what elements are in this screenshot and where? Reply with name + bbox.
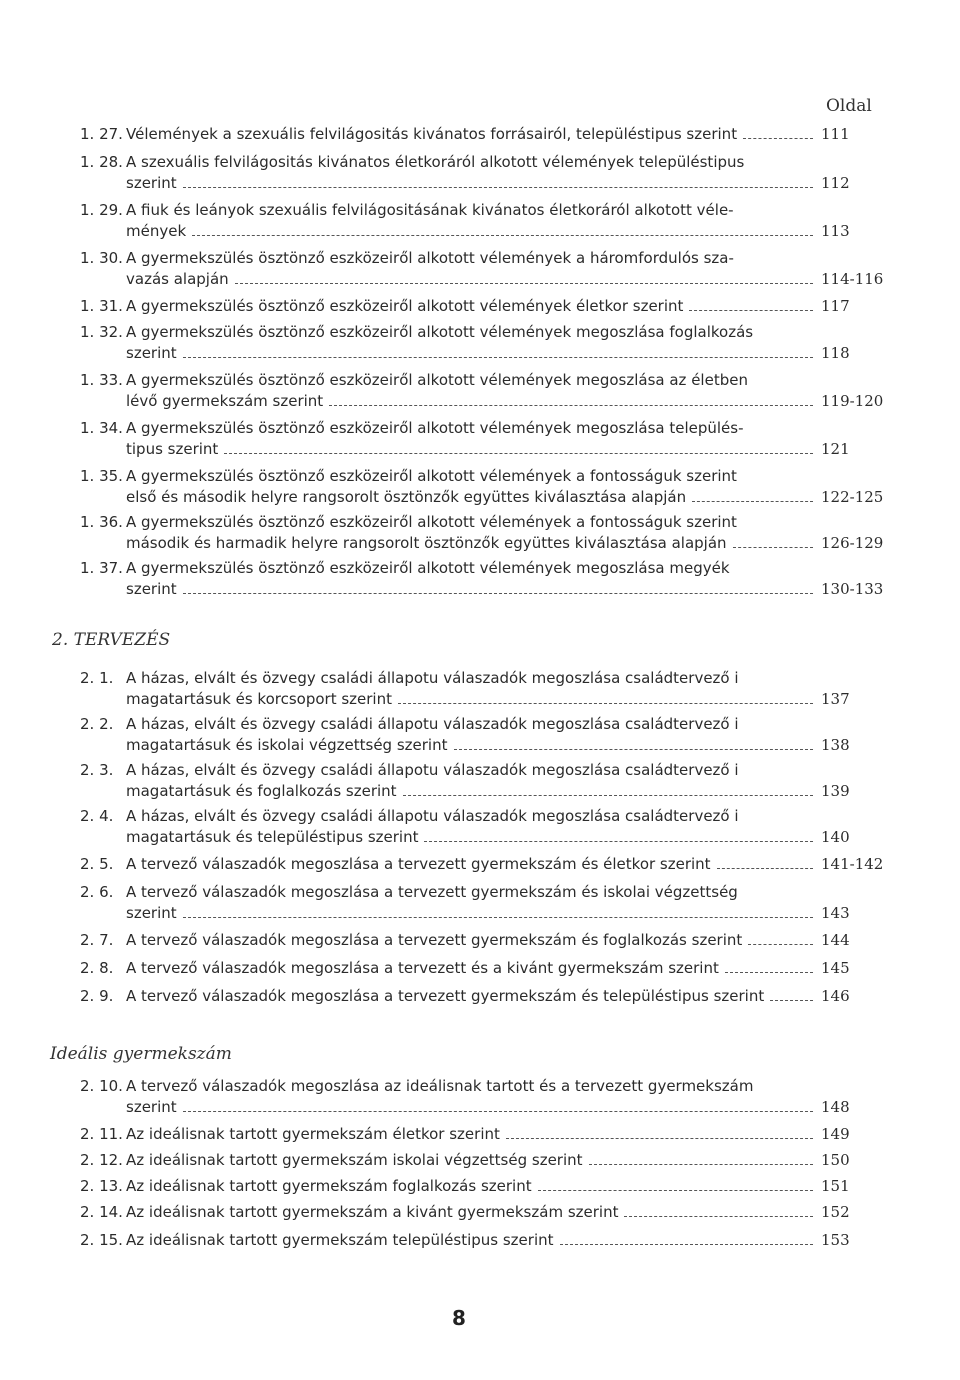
toc-entry	[80, 466, 900, 508]
entry-page: 119-120	[821, 392, 884, 410]
entry-title-text: A házas, elvált és özvegy családi állapotu válaszadók megoszlása családtervező i	[126, 669, 739, 687]
entry-title-text: magatartásuk és településtipus szerint	[126, 828, 419, 846]
entry-title	[126, 512, 819, 554]
entry-title-text: A gyermekszülés ösztönző eszközeiről alkotott vélemények megoszlása az életben	[126, 371, 748, 389]
entry-number: 2. 11.	[80, 1125, 123, 1143]
entry-title	[126, 370, 819, 412]
entry-title-text: második és harmadik helyre rangsorolt ösztönzők együttes kiválasztása alapján	[126, 534, 727, 552]
entry-title-line	[126, 986, 819, 1007]
dot-leader	[560, 1243, 813, 1245]
entry-page: 143	[821, 904, 850, 922]
entry-title	[126, 200, 819, 242]
dot-leader	[183, 186, 813, 188]
dot-leader	[770, 999, 813, 1001]
entry-title-line	[126, 124, 819, 145]
entry-page: 145	[821, 959, 850, 977]
entry-title-line	[126, 248, 819, 269]
entry-page: 138	[821, 736, 850, 754]
toc-entry	[80, 1202, 900, 1223]
entry-title	[126, 1076, 819, 1118]
entry-title-line	[126, 391, 819, 412]
entry-number: 2. 8.	[80, 959, 114, 977]
entry-title	[126, 558, 819, 600]
entry-title	[126, 418, 819, 460]
entry-title-text: A gyermekszülés ösztönző eszközeiről alkotott vélemények megoszlása megyék	[126, 559, 730, 577]
toc-entry	[80, 1076, 900, 1118]
toc-entry	[80, 668, 900, 710]
dot-leader	[183, 916, 813, 918]
entry-number: 1. 35.	[80, 467, 123, 485]
dot-leader	[424, 840, 813, 842]
toc-entry	[80, 124, 900, 145]
entry-title	[126, 296, 819, 317]
toc-entry	[80, 986, 900, 1007]
entry-title-line	[126, 1150, 819, 1171]
entry-page: 117	[821, 297, 850, 315]
section-heading-idealis: Ideális gyermekszám	[50, 1044, 232, 1064]
entry-title-text: A gyermekszülés ösztönző eszközeiről alkotott vélemények életkor szerint	[126, 297, 684, 315]
entry-number: 1. 34.	[80, 419, 123, 437]
entry-title-text: magatartásuk és korcsoport szerint	[126, 690, 392, 708]
dot-leader	[692, 500, 813, 502]
entry-title-line	[126, 760, 819, 781]
entry-page: 137	[821, 690, 850, 708]
entry-title-line	[126, 854, 819, 875]
entry-number: 1. 28.	[80, 153, 123, 171]
entry-title-text: tipus szerint	[126, 440, 219, 458]
entry-number: 2. 15.	[80, 1231, 123, 1249]
entry-title-line	[126, 714, 819, 735]
toc-entry	[80, 714, 900, 756]
entry-title-text: A gyermekszülés ösztönző eszközeiről alkotott vélemények megoszlása foglalkozás	[126, 323, 754, 341]
dot-leader	[398, 702, 813, 704]
entry-title-text: A fiuk és leányok szexuális felvilágositásának kivánatos életkoráról alkotott véle-	[126, 201, 734, 219]
entry-page: 139	[821, 782, 850, 800]
entry-page: 153	[821, 1231, 850, 1249]
entry-page: 141-142	[821, 855, 884, 873]
entry-title-text: szerint	[126, 580, 177, 598]
entry-title	[126, 152, 819, 194]
entry-title	[126, 806, 819, 848]
toc-entry	[80, 248, 900, 290]
section-heading-tervezes: 2. TERVEZÉS	[52, 630, 171, 650]
entry-title	[126, 1230, 819, 1251]
entry-page: 130-133	[821, 580, 884, 598]
entry-page: 150	[821, 1151, 850, 1169]
dot-leader	[403, 794, 813, 796]
entry-number: 2. 14.	[80, 1203, 123, 1221]
entry-title-text: szerint	[126, 174, 177, 192]
entry-number: 1. 37.	[80, 559, 123, 577]
toc-entry	[80, 558, 900, 600]
toc-entry	[80, 854, 900, 875]
entry-title-line	[126, 269, 819, 290]
entry-title-line	[126, 668, 819, 689]
entry-title-line	[126, 1202, 819, 1223]
entry-title-line	[126, 689, 819, 710]
dot-leader	[538, 1189, 813, 1191]
entry-title-text: szerint	[126, 344, 177, 362]
entry-title-line	[126, 1124, 819, 1145]
entry-title-line	[126, 806, 819, 827]
dot-leader	[506, 1137, 813, 1139]
toc-entry	[80, 882, 900, 924]
entry-page: 126-129	[821, 534, 884, 552]
entry-number: 1. 29.	[80, 201, 123, 219]
toc-entry	[80, 958, 900, 979]
dot-leader	[235, 282, 813, 284]
dot-leader	[589, 1163, 813, 1165]
entry-title-line	[126, 370, 819, 391]
entry-title-line	[126, 418, 819, 439]
entry-page: 114-116	[821, 270, 884, 288]
entry-title	[126, 854, 819, 875]
toc-entry	[80, 806, 900, 848]
entry-number: 2. 1.	[80, 669, 114, 687]
entry-title-text: A gyermekszülés ösztönző eszközeiről alkotott vélemények a háromfordulós sza-	[126, 249, 734, 267]
entry-title-line	[126, 439, 819, 460]
entry-title-text: magatartásuk és iskolai végzettség szerint	[126, 736, 448, 754]
entry-title-text: Az ideálisnak tartott gyermekszám a kivánt gyermekszám szerint	[126, 1203, 619, 1221]
entry-number: 1. 36.	[80, 513, 123, 531]
entry-title-text: A házas, elvált és özvegy családi állapotu válaszadók megoszlása családtervező i	[126, 807, 739, 825]
entry-title	[126, 958, 819, 979]
entry-title-line	[126, 1097, 819, 1118]
entry-title	[126, 1202, 819, 1223]
entry-title-line	[126, 512, 819, 533]
entry-number: 1. 31.	[80, 297, 123, 315]
entry-number: 2. 12.	[80, 1151, 123, 1169]
entry-page: 113	[821, 222, 850, 240]
entry-title	[126, 124, 819, 145]
entry-title-text: A tervező válaszadók megoszlása a tervezett és a kivánt gyermekszám szerint	[126, 959, 719, 977]
entry-title-line	[126, 322, 819, 343]
entry-title	[126, 1150, 819, 1171]
dot-leader	[743, 137, 813, 139]
entry-title-text: A tervező válaszadók megoszlása a tervezett gyermekszám és iskolai végzettség	[126, 883, 738, 901]
entry-page: 151	[821, 1177, 850, 1195]
entry-number: 1. 30.	[80, 249, 123, 267]
entry-title-text: vazás alapján	[126, 270, 229, 288]
toc-entry	[80, 1176, 900, 1197]
entry-number: 2. 4.	[80, 807, 114, 825]
dot-leader	[624, 1215, 813, 1217]
entry-title-text: A tervező válaszadók megoszlása az ideálisnak tartott és a tervezett gyermekszám	[126, 1077, 754, 1095]
entry-title-line	[126, 487, 819, 508]
toc-entry	[80, 200, 900, 242]
entry-title-line	[126, 533, 819, 554]
toc-entry	[80, 1230, 900, 1251]
toc-entry	[80, 1150, 900, 1171]
entry-title-line	[126, 173, 819, 194]
entry-number: 2. 3.	[80, 761, 114, 779]
entry-title-text: A tervező válaszadók megoszlása a tervezett gyermekszám és településtipus szerint	[126, 987, 765, 1005]
entry-page: 111	[821, 125, 850, 143]
entry-title-line	[126, 930, 819, 951]
entry-page: 122-125	[821, 488, 884, 506]
entry-title-text: mények	[126, 222, 187, 240]
dot-leader	[725, 971, 813, 973]
entry-title-text: Az ideálisnak tartott gyermekszám iskolai végzettség szerint	[126, 1151, 583, 1169]
entry-title	[126, 466, 819, 508]
entry-number: 2. 5.	[80, 855, 114, 873]
entry-title-text: magatartásuk és foglalkozás szerint	[126, 782, 397, 800]
entry-title-line	[126, 579, 819, 600]
toc-entry	[80, 296, 900, 317]
entry-page: 112	[821, 174, 850, 192]
entry-title-text: A házas, elvált és özvegy családi állapotu válaszadók megoszlása családtervező i	[126, 761, 739, 779]
entry-number: 1. 27.	[80, 125, 123, 143]
entry-title-line	[126, 827, 819, 848]
toc-entry	[80, 370, 900, 412]
entry-number: 2. 13.	[80, 1177, 123, 1195]
entry-title-line	[126, 152, 819, 173]
entry-title-text: A tervező válaszadók megoszlása a tervezett gyermekszám és életkor szerint	[126, 855, 711, 873]
entry-title-line	[126, 781, 819, 802]
entry-title	[126, 668, 819, 710]
entry-title-text: első és második helyre rangsorolt ösztönzők együttes kiválasztása alapján	[126, 488, 687, 506]
toc-entry	[80, 512, 900, 554]
entry-title-line	[126, 1230, 819, 1251]
entry-title-text: A gyermekszülés ösztönző eszközeiről alkotott vélemények a fontosságuk szerint	[126, 467, 737, 485]
entry-number: 1. 32.	[80, 323, 123, 341]
entry-title	[126, 322, 819, 364]
toc-entry	[80, 930, 900, 951]
entry-title-text: lévő gyermekszám szerint	[126, 392, 324, 410]
entry-title-line	[126, 296, 819, 317]
entry-title	[126, 1124, 819, 1145]
entry-title-text: A tervező válaszadók megoszlása a tervezett gyermekszám és foglalkozás szerint	[126, 931, 743, 949]
dot-leader	[717, 867, 813, 869]
toc-entry	[80, 152, 900, 194]
entry-page: 148	[821, 1098, 850, 1116]
toc-entry	[80, 760, 900, 802]
entry-page: 152	[821, 1203, 850, 1221]
dot-leader	[329, 404, 813, 406]
entry-title-text: A házas, elvált és özvegy családi állapotu válaszadók megoszlása családtervező i	[126, 715, 739, 733]
entry-title-text: Vélemények a szexuális felvilágositás kivánatos forrásairól, településtipus szerint	[126, 125, 738, 143]
entry-title	[126, 1176, 819, 1197]
entry-page: 149	[821, 1125, 850, 1143]
entry-number: 2. 2.	[80, 715, 114, 733]
entry-title	[126, 714, 819, 756]
entry-title-text: A gyermekszülés ösztönző eszközeiről alkotott vélemények a fontosságuk szerint	[126, 513, 737, 531]
entry-title	[126, 930, 819, 951]
entry-title-line	[126, 221, 819, 242]
entry-number: 2. 10.	[80, 1077, 123, 1095]
entry-number: 2. 7.	[80, 931, 114, 949]
entry-title-line	[126, 1076, 819, 1097]
entry-title-line	[126, 903, 819, 924]
dot-leader	[733, 546, 813, 548]
entry-title-line	[126, 200, 819, 221]
dot-leader	[183, 592, 813, 594]
entry-title	[126, 248, 819, 290]
toc-entry	[80, 418, 900, 460]
entry-title-text: Az ideálisnak tartott gyermekszám településtipus szerint	[126, 1231, 554, 1249]
dot-leader	[454, 748, 814, 750]
dot-leader	[748, 943, 813, 945]
entry-page: 118	[821, 344, 850, 362]
entry-number: 2. 9.	[80, 987, 114, 1005]
entry-title-line	[126, 466, 819, 487]
entry-title	[126, 986, 819, 1007]
dot-leader	[192, 234, 813, 236]
entry-title-line	[126, 958, 819, 979]
dot-leader	[224, 452, 813, 454]
entry-title	[126, 760, 819, 802]
dot-leader	[689, 309, 813, 311]
page-number: 8	[452, 1306, 466, 1330]
entry-page: 146	[821, 987, 850, 1005]
toc-entry	[80, 1124, 900, 1145]
entry-title-text: szerint	[126, 1098, 177, 1116]
entry-page: 121	[821, 440, 850, 458]
entry-title-line	[126, 1176, 819, 1197]
entry-title-line	[126, 343, 819, 364]
page-column-header: Oldal	[826, 96, 872, 116]
entry-title-text: Az ideálisnak tartott gyermekszám foglalkozás szerint	[126, 1177, 532, 1195]
entry-number: 2. 6.	[80, 883, 114, 901]
entry-title-line	[126, 558, 819, 579]
entry-title-text: A szexuális felvilágositás kivánatos életkoráról alkotott vélemények településtipus	[126, 153, 745, 171]
entry-page: 140	[821, 828, 850, 846]
entry-title-text: Az ideálisnak tartott gyermekszám életkor szerint	[126, 1125, 500, 1143]
toc-entry	[80, 322, 900, 364]
entry-title-text: szerint	[126, 904, 177, 922]
entry-page: 144	[821, 931, 850, 949]
entry-title-line	[126, 735, 819, 756]
entry-title-text: A gyermekszülés ösztönző eszközeiről alkotott vélemények megoszlása település-	[126, 419, 744, 437]
entry-number: 1. 33.	[80, 371, 123, 389]
dot-leader	[183, 356, 813, 358]
entry-title-line	[126, 882, 819, 903]
entry-title	[126, 882, 819, 924]
dot-leader	[183, 1110, 813, 1112]
